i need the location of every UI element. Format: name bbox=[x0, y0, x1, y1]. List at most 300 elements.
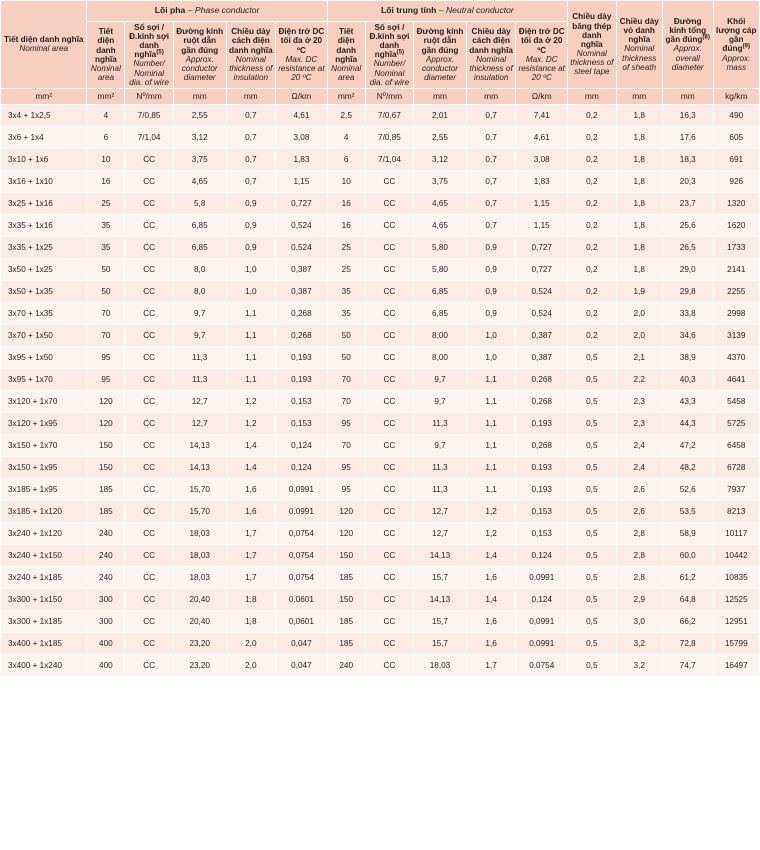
table-cell: 33,8 bbox=[662, 303, 713, 325]
table-cell: 3,12 bbox=[414, 149, 467, 171]
cell-cable-designation: 3x185 + 1x120 bbox=[1, 501, 87, 523]
table-cell: CC bbox=[365, 633, 413, 655]
table-cell: 10 bbox=[327, 171, 365, 193]
table-cell: 2,8 bbox=[616, 545, 662, 567]
table-cell: 0,727 bbox=[276, 193, 328, 215]
table-cell: 0,5 bbox=[568, 435, 616, 457]
table-row bbox=[1, 457, 760, 479]
table-cell: 14,13 bbox=[173, 435, 226, 457]
table-cell: 0,7 bbox=[466, 171, 516, 193]
table-row bbox=[1, 259, 760, 281]
table-cell: 25 bbox=[327, 259, 365, 281]
column-header-nominal-area-overall: Tiết diện danh nghĩa Nominal area bbox=[1, 1, 87, 89]
table-cell: 1,1 bbox=[466, 457, 516, 479]
table-cell: 2,4 bbox=[616, 457, 662, 479]
table-cell: 12951 bbox=[713, 611, 759, 633]
table-cell: 44,3 bbox=[662, 413, 713, 435]
table-cell: 0,268 bbox=[276, 325, 328, 347]
table-cell: 72,8 bbox=[662, 633, 713, 655]
table-cell: 16 bbox=[327, 215, 365, 237]
table-cell: 7/0,85 bbox=[365, 127, 413, 149]
table-cell: 7/0,85 bbox=[125, 105, 173, 127]
table-cell: 0,193 bbox=[516, 479, 568, 501]
unit-phase-insulation-thickness: mm bbox=[226, 88, 276, 104]
table-cell: 1,15 bbox=[516, 215, 568, 237]
table-cell: 11,3 bbox=[414, 413, 467, 435]
table-cell: 3,2 bbox=[616, 633, 662, 655]
cell-cable-designation: 3x300 + 1x150 bbox=[1, 589, 87, 611]
table-cell: 0,5 bbox=[568, 391, 616, 413]
cell-cable-designation: 3x35 + 1x25 bbox=[1, 237, 87, 259]
table-cell: 23,20 bbox=[173, 655, 226, 677]
table-cell: 0,193 bbox=[276, 369, 328, 391]
table-row bbox=[1, 105, 760, 127]
column-header-overall-diameter: Ðường kính tổng gần đúng$^{(8)}$ Approx. overall diameter bbox=[662, 1, 713, 89]
table-cell: 0,0991 bbox=[516, 567, 568, 589]
table-cell: 300 bbox=[87, 611, 125, 633]
table-cell: 11,3 bbox=[173, 347, 226, 369]
table-header bbox=[1, 1, 760, 105]
column-header-phase-nominal-area: Tiết diện danh nghĩa Nominal area bbox=[87, 21, 125, 88]
table-cell: 9,7 bbox=[414, 435, 467, 457]
cell-cable-designation: 3x70 + 1x35 bbox=[1, 303, 87, 325]
table-cell: 0,2 bbox=[568, 171, 616, 193]
table-cell: CC bbox=[125, 193, 173, 215]
table-row bbox=[1, 369, 760, 391]
table-cell: 50 bbox=[87, 281, 125, 303]
table-cell: 50 bbox=[87, 259, 125, 281]
unit-sheath-thickness: mm bbox=[616, 88, 662, 104]
table-row bbox=[1, 347, 760, 369]
table-cell: 95 bbox=[327, 413, 365, 435]
table-cell: 120 bbox=[87, 391, 125, 413]
table-cell: 4 bbox=[87, 105, 125, 127]
table-cell: 29,0 bbox=[662, 259, 713, 281]
cell-cable-designation: 3x95 + 1x70 bbox=[1, 369, 87, 391]
table-cell: 240 bbox=[87, 545, 125, 567]
table-cell: 70 bbox=[327, 391, 365, 413]
unit-neutral-conductor-diameter: mm bbox=[414, 88, 467, 104]
table-cell: 0,7 bbox=[466, 193, 516, 215]
table-cell: 14,13 bbox=[414, 545, 467, 567]
table-cell: 3,75 bbox=[173, 149, 226, 171]
table-cell: CC bbox=[365, 413, 413, 435]
table-cell: 2998 bbox=[713, 303, 759, 325]
table-cell: 15,7 bbox=[414, 633, 467, 655]
column-header-phase-wire-number-dia: Số sợi / Ð.kính sợi danh nghĩa$^{(5)}$ Number/ Nominal dia. of wire bbox=[125, 21, 173, 88]
table-cell: 8,00 bbox=[414, 325, 467, 347]
table-cell: 2,3 bbox=[616, 413, 662, 435]
table-cell: 15,70 bbox=[173, 479, 226, 501]
table-cell: 1,4 bbox=[226, 435, 276, 457]
table-cell: 1,2 bbox=[226, 391, 276, 413]
table-cell: 1,83 bbox=[516, 171, 568, 193]
column-header-neutral-nominal-area: Tiết diện danh nghĩa Nominal area bbox=[327, 21, 365, 88]
table-cell: 7937 bbox=[713, 479, 759, 501]
table-cell: 0,2 bbox=[568, 259, 616, 281]
unit-neutral-insulation-thickness: mm bbox=[466, 88, 516, 104]
table-cell: CC bbox=[365, 523, 413, 545]
table-cell: 1,7 bbox=[466, 655, 516, 677]
cell-cable-designation: 3x50 + 1x35 bbox=[1, 281, 87, 303]
table-cell: CC bbox=[125, 149, 173, 171]
table-row bbox=[1, 413, 760, 435]
column-header-neutral-insulation-thickness: Chiều dày cách điện danh nghĩa Nominal thickness of insulation bbox=[466, 21, 516, 88]
table-cell: 0,5 bbox=[568, 369, 616, 391]
table-cell: 400 bbox=[87, 633, 125, 655]
column-header-neutral-dc-resistance: Ðiện trở DC tối đa ở 20 ºC Max. DC resistance at 20 ºC bbox=[516, 21, 568, 88]
table-cell: 1,83 bbox=[276, 149, 328, 171]
table-row bbox=[1, 611, 760, 633]
table-cell: 18,3 bbox=[662, 149, 713, 171]
table-cell: CC bbox=[365, 281, 413, 303]
table-cell: 0,0754 bbox=[516, 655, 568, 677]
table-cell: CC bbox=[365, 347, 413, 369]
table-cell: 0,2 bbox=[568, 149, 616, 171]
table-cell: CC bbox=[365, 237, 413, 259]
table-cell: CC bbox=[125, 391, 173, 413]
table-cell: 0,268 bbox=[516, 391, 568, 413]
table-cell: CC bbox=[125, 413, 173, 435]
table-cell: 5,80 bbox=[414, 237, 467, 259]
table-cell: 16 bbox=[87, 171, 125, 193]
table-cell: 3,2 bbox=[616, 655, 662, 677]
table-cell: 7/1,04 bbox=[365, 149, 413, 171]
table-cell: 4,65 bbox=[173, 171, 226, 193]
table-cell: 0,193 bbox=[276, 347, 328, 369]
cell-cable-designation: 3x240 + 1x150 bbox=[1, 545, 87, 567]
table-cell: 1,6 bbox=[226, 479, 276, 501]
table-cell: 12,7 bbox=[173, 391, 226, 413]
table-cell: 0,124 bbox=[516, 545, 568, 567]
table-cell: CC bbox=[365, 193, 413, 215]
table-cell: CC bbox=[125, 523, 173, 545]
table-cell: 0,5 bbox=[568, 589, 616, 611]
table-cell: 18,03 bbox=[414, 655, 467, 677]
table-cell: 0,268 bbox=[516, 369, 568, 391]
table-cell: 16,3 bbox=[662, 105, 713, 127]
table-cell: 8,00 bbox=[414, 347, 467, 369]
table-row bbox=[1, 501, 760, 523]
table-cell: 0,7 bbox=[226, 171, 276, 193]
table-cell: 12,7 bbox=[173, 413, 226, 435]
table-cell: CC bbox=[125, 567, 173, 589]
table-cell: 0,5 bbox=[568, 457, 616, 479]
table-cell: 1,8 bbox=[616, 193, 662, 215]
table-cell: 20,3 bbox=[662, 171, 713, 193]
table-cell: 0,5 bbox=[568, 501, 616, 523]
table-cell: 0,124 bbox=[276, 435, 328, 457]
column-header-approx-mass: Khối lượng cáp gần đúng$^{(9)}$ Approx. mass bbox=[713, 1, 759, 89]
table-cell: 0,5 bbox=[568, 567, 616, 589]
table-cell: 0,153 bbox=[276, 391, 328, 413]
column-header-neutral-conductor-diameter: Ðường kính ruột dẫn gần đúng Approx. conductor diameter bbox=[414, 21, 467, 88]
table-cell: CC bbox=[125, 237, 173, 259]
table-cell: 4641 bbox=[713, 369, 759, 391]
table-cell: 10 bbox=[87, 149, 125, 171]
table-cell: 5725 bbox=[713, 413, 759, 435]
table-row bbox=[1, 567, 760, 589]
table-cell: 1,6 bbox=[466, 611, 516, 633]
table-row bbox=[1, 523, 760, 545]
table-cell: 40,3 bbox=[662, 369, 713, 391]
table-cell: 0,0991 bbox=[516, 633, 568, 655]
cell-cable-designation: 3x6 + 1x4 bbox=[1, 127, 87, 149]
table-cell: CC bbox=[125, 435, 173, 457]
cell-cable-designation: 3x70 + 1x50 bbox=[1, 325, 87, 347]
table-cell: CC bbox=[365, 435, 413, 457]
table-cell: 605 bbox=[713, 127, 759, 149]
table-cell: 0,7 bbox=[466, 105, 516, 127]
table-cell: 150 bbox=[327, 589, 365, 611]
table-cell: 0,524 bbox=[516, 303, 568, 325]
table-cell: 0,5 bbox=[568, 545, 616, 567]
table-cell: 0,268 bbox=[276, 303, 328, 325]
table-cell: 4,65 bbox=[414, 193, 467, 215]
table-row bbox=[1, 171, 760, 193]
table-cell: 0,153 bbox=[516, 501, 568, 523]
table-cell: 18,03 bbox=[173, 523, 226, 545]
table-cell: 0,9 bbox=[226, 237, 276, 259]
cell-cable-designation: 3x50 + 1x25 bbox=[1, 259, 87, 281]
table-cell: 0,0754 bbox=[276, 567, 328, 589]
table-cell: 4,61 bbox=[516, 127, 568, 149]
table-cell: 0,153 bbox=[276, 413, 328, 435]
table-cell: CC bbox=[365, 501, 413, 523]
table-cell: 66,2 bbox=[662, 611, 713, 633]
table-cell: 1,8 bbox=[226, 589, 276, 611]
table-cell: 4,65 bbox=[414, 215, 467, 237]
table-cell: 1320 bbox=[713, 193, 759, 215]
table-cell: CC bbox=[125, 259, 173, 281]
table-cell: 1,2 bbox=[226, 413, 276, 435]
table-cell: 1,1 bbox=[466, 413, 516, 435]
table-cell: 1,6 bbox=[466, 633, 516, 655]
table-row bbox=[1, 193, 760, 215]
table-cell: 95 bbox=[327, 457, 365, 479]
table-cell: CC bbox=[365, 171, 413, 193]
column-header-phase-insulation-thickness: Chiều dày cách điện danh nghĩa Nominal thickness of insulation bbox=[226, 21, 276, 88]
table-row bbox=[1, 391, 760, 413]
table-cell: 2,6 bbox=[616, 479, 662, 501]
table-cell: 7/0,67 bbox=[365, 105, 413, 127]
table-cell: 2,0 bbox=[616, 325, 662, 347]
table-cell: 240 bbox=[327, 655, 365, 677]
table-cell: 4,61 bbox=[276, 105, 328, 127]
column-header-phase-conductor-diameter: Ðường kính ruột dẫn gần đúng Approx. conductor diameter bbox=[173, 21, 226, 88]
table-cell: 0,2 bbox=[568, 325, 616, 347]
unit-nominal-area-overall: mm² bbox=[1, 88, 87, 104]
table-cell: 0,047 bbox=[276, 633, 328, 655]
table-cell: 0,7 bbox=[466, 149, 516, 171]
table-cell: 18,03 bbox=[173, 545, 226, 567]
table-cell: 6458 bbox=[713, 435, 759, 457]
table-cell: 1,1 bbox=[466, 391, 516, 413]
table-cell: 1,1 bbox=[226, 347, 276, 369]
table-cell: 9,7 bbox=[414, 391, 467, 413]
table-cell: CC bbox=[125, 501, 173, 523]
table-cell: CC bbox=[125, 633, 173, 655]
table-cell: 120 bbox=[327, 501, 365, 523]
table-cell: CC bbox=[365, 369, 413, 391]
cell-cable-designation: 3x400 + 1x185 bbox=[1, 633, 87, 655]
cell-cable-designation: 3x35 + 1x16 bbox=[1, 215, 87, 237]
table-cell: 0,387 bbox=[276, 259, 328, 281]
table-cell: 0,047 bbox=[276, 655, 328, 677]
cell-cable-designation: 3x4 + 1x2,5 bbox=[1, 105, 87, 127]
table-cell: 20,40 bbox=[173, 611, 226, 633]
table-row bbox=[1, 149, 760, 171]
table-cell: 150 bbox=[327, 545, 365, 567]
table-body bbox=[1, 105, 760, 677]
cell-cable-designation: 3x120 + 1x95 bbox=[1, 413, 87, 435]
table-cell: 70 bbox=[87, 325, 125, 347]
table-cell: 691 bbox=[713, 149, 759, 171]
column-header-neutral-wire-number-dia: Số sợi / Ð.kính sợi danh nghĩa$^{(5)}$ Number/ Nominal dia. of wire bbox=[365, 21, 413, 88]
table-cell: 3,08 bbox=[516, 149, 568, 171]
cell-cable-designation: 3x16 + 1x10 bbox=[1, 171, 87, 193]
table-cell: 1,8 bbox=[226, 611, 276, 633]
table-cell: 35 bbox=[327, 281, 365, 303]
table-cell: 0,2 bbox=[568, 193, 616, 215]
table-cell: 14,13 bbox=[173, 457, 226, 479]
table-cell: 1,0 bbox=[466, 325, 516, 347]
table-cell: 6 bbox=[327, 149, 365, 171]
table-cell: 60,0 bbox=[662, 545, 713, 567]
table-cell: 1,8 bbox=[616, 215, 662, 237]
table-cell: 2,55 bbox=[414, 127, 467, 149]
unit-steel-tape-thickness: mm bbox=[568, 88, 616, 104]
table-cell: 1,1 bbox=[226, 369, 276, 391]
table-cell: 0,7 bbox=[466, 127, 516, 149]
table-cell: 1,4 bbox=[466, 545, 516, 567]
table-cell: 53,5 bbox=[662, 501, 713, 523]
table-cell: 0,524 bbox=[516, 281, 568, 303]
table-cell: 0,0991 bbox=[276, 501, 328, 523]
table-cell: 1,2 bbox=[466, 523, 516, 545]
table-cell: 2,6 bbox=[616, 501, 662, 523]
table-cell: 10117 bbox=[713, 523, 759, 545]
table-cell: 35 bbox=[87, 237, 125, 259]
table-cell: 2,8 bbox=[616, 523, 662, 545]
table-cell: 400 bbox=[87, 655, 125, 677]
table-cell: 0,727 bbox=[516, 237, 568, 259]
table-cell: 2,0 bbox=[226, 655, 276, 677]
table-cell: 35 bbox=[327, 303, 365, 325]
table-cell: 11,3 bbox=[414, 457, 467, 479]
table-cell: 0,124 bbox=[276, 457, 328, 479]
table-cell: 16497 bbox=[713, 655, 759, 677]
table-cell: 0,0754 bbox=[276, 545, 328, 567]
table-cell: 2141 bbox=[713, 259, 759, 281]
table-cell: 1620 bbox=[713, 215, 759, 237]
table-cell: 17,6 bbox=[662, 127, 713, 149]
table-cell: 490 bbox=[713, 105, 759, 127]
table-cell: 0,387 bbox=[516, 325, 568, 347]
table-cell: 1,4 bbox=[466, 589, 516, 611]
table-cell: 2255 bbox=[713, 281, 759, 303]
table-cell: CC bbox=[125, 303, 173, 325]
table-cell: 2,4 bbox=[616, 435, 662, 457]
table-cell: 1,1 bbox=[466, 435, 516, 457]
cell-cable-designation: 3x185 + 1x95 bbox=[1, 479, 87, 501]
table-cell: 3,12 bbox=[173, 127, 226, 149]
table-cell: CC bbox=[365, 259, 413, 281]
cell-cable-designation: 3x240 + 1x185 bbox=[1, 567, 87, 589]
table-cell: 0,5 bbox=[568, 655, 616, 677]
table-cell: CC bbox=[125, 347, 173, 369]
unit-approx-mass: kg/km bbox=[713, 88, 759, 104]
table-cell: 1,6 bbox=[466, 567, 516, 589]
table-cell: CC bbox=[125, 545, 173, 567]
table-cell: 15,7 bbox=[414, 567, 467, 589]
table-cell: 0,5 bbox=[568, 347, 616, 369]
table-cell: 5,8 bbox=[173, 193, 226, 215]
table-cell: 95 bbox=[87, 347, 125, 369]
table-cell: CC bbox=[365, 303, 413, 325]
table-cell: 0,727 bbox=[516, 259, 568, 281]
table-row bbox=[1, 325, 760, 347]
table-cell: 2,01 bbox=[414, 105, 467, 127]
table-cell: 2,0 bbox=[616, 303, 662, 325]
table-cell: CC bbox=[125, 281, 173, 303]
table-row bbox=[1, 545, 760, 567]
table-cell: 47,2 bbox=[662, 435, 713, 457]
table-cell: 3,0 bbox=[616, 611, 662, 633]
table-row bbox=[1, 281, 760, 303]
unit-phase-conductor-diameter: mm bbox=[173, 88, 226, 104]
table-cell: CC bbox=[365, 545, 413, 567]
table-cell: 95 bbox=[327, 479, 365, 501]
table-cell: 0,2 bbox=[568, 237, 616, 259]
table-cell: 64,8 bbox=[662, 589, 713, 611]
cell-cable-designation: 3x240 + 1x120 bbox=[1, 523, 87, 545]
table-cell: 0,0991 bbox=[276, 479, 328, 501]
table-cell: 52,6 bbox=[662, 479, 713, 501]
table-cell: 2,55 bbox=[173, 105, 226, 127]
table-cell: 1,7 bbox=[226, 545, 276, 567]
table-cell: 0,2 bbox=[568, 281, 616, 303]
table-cell: 16 bbox=[327, 193, 365, 215]
table-cell: 185 bbox=[327, 567, 365, 589]
table-cell: 0,5 bbox=[568, 413, 616, 435]
table-cell: 48,2 bbox=[662, 457, 713, 479]
table-row bbox=[1, 633, 760, 655]
table-cell: 70 bbox=[327, 435, 365, 457]
cell-cable-designation: 3x150 + 1x70 bbox=[1, 435, 87, 457]
table-cell: 1,0 bbox=[466, 347, 516, 369]
table-cell: 0,0601 bbox=[276, 589, 328, 611]
table-cell: 50 bbox=[327, 325, 365, 347]
table-cell: 29,8 bbox=[662, 281, 713, 303]
table-cell: 1,8 bbox=[616, 149, 662, 171]
table-cell: 0,0754 bbox=[276, 523, 328, 545]
table-cell: 38,9 bbox=[662, 347, 713, 369]
table-cell: 0,5 bbox=[568, 479, 616, 501]
table-cell: 1,8 bbox=[616, 127, 662, 149]
table-cell: CC bbox=[365, 567, 413, 589]
table-cell: 0,9 bbox=[226, 215, 276, 237]
table-cell: 0,387 bbox=[516, 347, 568, 369]
table-cell: 1,8 bbox=[616, 237, 662, 259]
table-row bbox=[1, 655, 760, 677]
table-cell: 12,7 bbox=[414, 523, 467, 545]
table-cell: 7,41 bbox=[516, 105, 568, 127]
table-cell: 6 bbox=[87, 127, 125, 149]
table-cell: CC bbox=[125, 479, 173, 501]
table-cell: 61,2 bbox=[662, 567, 713, 589]
column-header-steel-tape-thickness: Chiều dày băng thép danh nghĩa Nominal thickness of steel tape bbox=[568, 1, 616, 89]
